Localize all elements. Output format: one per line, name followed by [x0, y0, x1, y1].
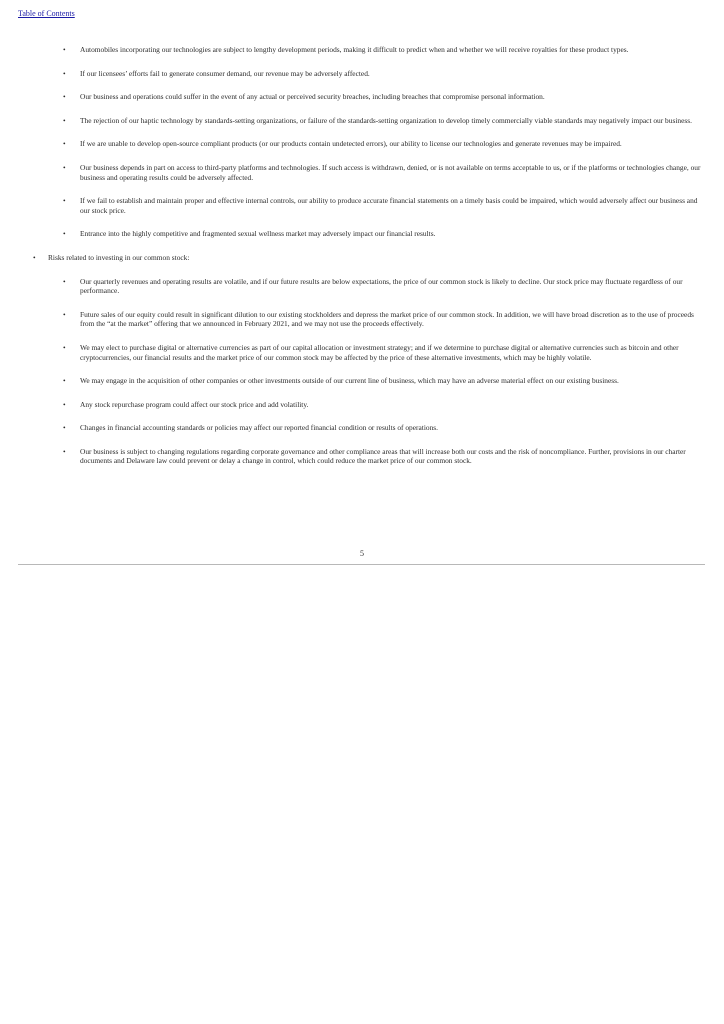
document-body [0, 45, 724, 480]
list-item [0, 343, 724, 362]
bullet-icon: • [63, 309, 66, 319]
bullet-icon: • [63, 376, 66, 386]
page-number: 5 [360, 549, 364, 558]
list-item-text: Our business depends in part on access to third-party platforms and technologies. If such access is withdrawn, denied, or is not available on terms acceptable to us, or if the platforms or technologies change, our business and operating results could be adversely affected. [80, 162, 701, 182]
list-item-text: The rejection of our haptic technology by standards-setting organizations, or failure of the standards-setting organization to develop timely commercially viable standards may negatively impact our business. [80, 115, 692, 125]
list-item-text: Our quarterly revenues and operating results are volatile, and if our future results are below expectations, the price of our common stock is likely to decline. Our stock price may fluctuate regardless of our performance. [80, 276, 683, 296]
bullet-icon: • [63, 446, 66, 456]
bullet-icon: • [63, 229, 66, 239]
page-divider [18, 564, 705, 565]
bullet-icon: • [63, 92, 66, 102]
table-of-contents-link[interactable]: Table of Contents [18, 9, 75, 18]
list-item-text: If we are unable to develop open-source compliant products (or our products contain undetected errors), our ability to license our technologies and generate revenues may be impaired. [80, 139, 622, 149]
bullet-icon: • [63, 68, 66, 78]
bullet-icon: • [63, 139, 66, 149]
list-item [0, 310, 724, 329]
section-heading-text: Risks related to investing in our common stock: [48, 252, 190, 262]
bullet-icon: • [63, 276, 66, 286]
section-heading [0, 253, 724, 263]
list-item [0, 423, 724, 433]
risk-list-common-stock [0, 277, 724, 467]
list-item-text: Future sales of our equity could result in significant dilution to our existing stockholders and depress the market price of our common stock. In addition, we will have broad discretion as to the use of proceeds from the “at the market” offering that we announced in February 2021, and we may not use the proceeds effectively. [80, 309, 694, 329]
list-item-text: Any stock repurchase program could affect our stock price and add volatility. [80, 399, 309, 409]
list-item [0, 116, 724, 126]
risk-list-business [0, 45, 724, 239]
list-item-text: We may engage in the acquisition of other companies or other investments outside of our current line of business, which may have an adverse material effect on our existing business. [80, 376, 619, 386]
list-item [0, 376, 724, 386]
list-item-text: Changes in financial accounting standards or policies may affect our reported financial condition or results of operations. [80, 423, 438, 433]
bullet-icon: • [63, 115, 66, 125]
list-item [0, 45, 724, 55]
list-item-text: If we fail to establish and maintain proper and effective internal controls, our ability to produce accurate financial statements on a timely basis could be impaired, which would adversely affect our business and our stock price. [80, 196, 698, 215]
list-item [0, 277, 724, 296]
bullet-icon: • [63, 196, 66, 206]
bullet-icon: • [33, 252, 36, 262]
list-item-text: We may elect to purchase digital or alternative currencies as part of our capital allocation or investment strategy; and if we determine to purchase digital or alternative currencies such as bitcoin and other cryptocurrencies, our financial results and the market price of our common stock may be affected by the price of these alternative investments, which may be highly volatile. [80, 342, 679, 362]
list-item-text: Entrance into the highly competitive and fragmented sexual wellness market may adversely impact our financial results. [80, 229, 436, 239]
bullet-icon: • [63, 45, 66, 54]
list-item [0, 92, 724, 102]
list-item [0, 139, 724, 149]
list-item [0, 447, 724, 466]
bullet-icon: • [63, 162, 66, 172]
bullet-icon: • [63, 423, 66, 433]
list-item [0, 400, 724, 410]
list-item [0, 163, 724, 182]
list-item-text: Automobiles incorporating our technologies are subject to lengthy development periods, making it difficult to predict when and whether we will receive royalties for these product types. [80, 45, 629, 54]
list-item [0, 69, 724, 79]
list-item-text: If our licensees’ efforts fail to generate consumer demand, our revenue may be adversely affected. [80, 68, 370, 78]
list-item [0, 196, 724, 215]
list-item-text: Our business and operations could suffer in the event of any actual or perceived security breaches, including breaches that compromise personal information. [80, 92, 545, 102]
list-item [0, 229, 724, 239]
bullet-icon: • [63, 399, 66, 409]
list-item-text: Our business is subject to changing regulations regarding corporate governance and other compliance areas that will increase both our costs and the risk of noncompliance. Further, provisions in our charter documents and Delaware law could prevent or delay a change in control, which could reduce the market price of our common stock. [80, 446, 686, 466]
bullet-icon: • [63, 342, 66, 352]
